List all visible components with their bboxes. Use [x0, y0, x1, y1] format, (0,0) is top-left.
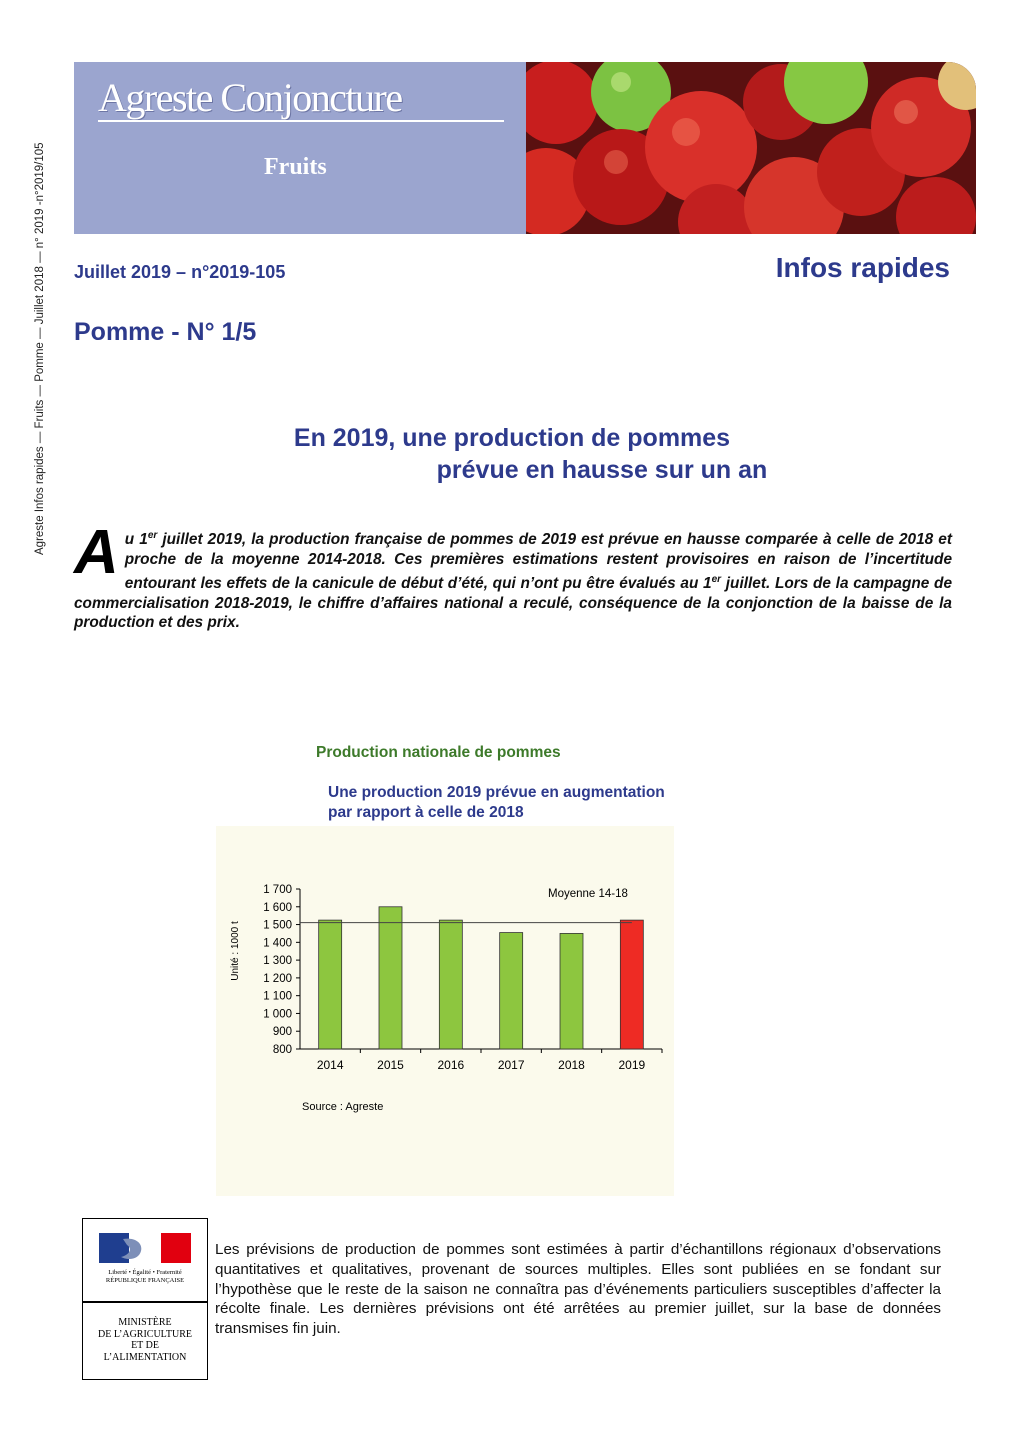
bar-2015	[379, 907, 402, 1049]
chart-title-line-1: Une production 2019 prévue en augmentation	[328, 784, 665, 801]
bar-2014	[319, 920, 342, 1049]
side-label: Agreste Infos rapides — Fruits — Pomme — Juillet 2018 — n° 2019 -n°2019/105	[34, 142, 46, 555]
agreste-logo: Agreste Conjoncture	[98, 75, 402, 120]
section-title: Pomme - N° 1/5	[74, 318, 257, 346]
x-tick-label: 2014	[316, 1058, 344, 1072]
drop-cap: A	[74, 518, 119, 587]
logo-divider	[83, 1301, 207, 1303]
chart-source: Source : Agreste	[302, 1101, 384, 1113]
lead-text-1: u 1	[124, 531, 148, 549]
lead-sup-2: er	[711, 573, 722, 585]
y-tick-label: 1 300	[263, 955, 292, 968]
x-tick-label: 2017	[497, 1058, 525, 1072]
ministry-name	[87, 1317, 203, 1363]
x-tick-label: 2016	[437, 1058, 465, 1072]
y-tick-label: 1 500	[263, 919, 292, 932]
lead-sup-1: er	[147, 530, 158, 541]
bar-2018	[560, 933, 583, 1049]
headline-line-2: prévue en hausse sur un an	[436, 456, 768, 484]
ministry-line-1: MINISTÈRE	[118, 1317, 172, 1328]
republique-label	[87, 1269, 203, 1285]
bar-2019	[620, 920, 643, 1049]
chart-panel	[216, 826, 674, 1196]
ministry-line-2: DE L’AGRICULTURE	[98, 1328, 192, 1340]
marianne-flag-icon	[99, 1233, 191, 1263]
x-tick-label: 2015	[377, 1058, 404, 1072]
chart-title	[328, 783, 665, 823]
y-tick-label: 1 700	[263, 884, 292, 896]
ministry-line-3: ET DE	[131, 1340, 159, 1351]
y-tick-label: 800	[272, 1044, 292, 1056]
y-axis-label: Unité : 1000 t	[230, 921, 241, 981]
y-tick-label: 1 400	[263, 937, 292, 950]
y-tick-label: 1 100	[263, 990, 292, 1003]
lead-text-3: juillet. Lors de la campagne de commercialisation 2018-2019, le chiffre d’affaires national a reculé, conséquence de la conjonction de la baisse de la production et des prix.	[74, 574, 952, 632]
bar-2016	[439, 920, 462, 1049]
banner-subtitle: Fruits	[264, 154, 327, 180]
ministry-line-4: L’ALIMENTATION	[103, 1351, 187, 1363]
rf-motto: Liberté • Égalité • Fraternité	[108, 1269, 182, 1276]
ministry-logo	[82, 1218, 208, 1380]
x-tick-label: 2019	[618, 1058, 646, 1072]
methodology-note: Les prévisions de production de pommes sont estimées à partir d’échantillons régionaux d’observations quantitatives et qualitatives, provenant de sources multiples. Elles sont publiées en se fondant sur l’hypothèse que le reste de la saison ne connaîtra pas d’événements particuliers susceptibles d’affecter la récolte finale. Les dernières prévisions ont été arrêtées au premier juillet, sur la base de données transmises fin juin.	[215, 1241, 941, 1338]
banner-title-panel	[74, 62, 526, 234]
series-label: Infos rapides	[775, 252, 950, 283]
x-tick-label: 2018	[558, 1058, 585, 1072]
bar-2017	[500, 933, 523, 1049]
y-tick-label: 900	[272, 1026, 292, 1039]
header-banner	[74, 62, 976, 234]
apples-photo-icon	[526, 62, 976, 234]
rf-name: RÉPUBLIQUE FRANÇAISE	[105, 1277, 185, 1284]
lead-paragraph	[74, 518, 952, 633]
chart-kicker: Production nationale de pommes	[316, 744, 561, 761]
headline-line-1: En 2019, une production de pommes	[293, 424, 731, 452]
y-tick-label: 1 600	[263, 901, 292, 914]
y-tick-label: 1 200	[263, 972, 292, 985]
chart-title-line-2: par rapport à celle de 2018	[328, 804, 524, 821]
y-tick-label: 1 000	[263, 1008, 292, 1021]
logo-rule	[98, 120, 504, 122]
issue-number: Juillet 2019 – n°2019-105	[74, 262, 286, 282]
average-label: Moyenne 14-18	[548, 888, 628, 900]
lead-text-2: juillet 2019, la production française de pommes de 2019 est prévue en hausse comparée à celle de 2018 et proche de la moyenne 2014-2018. Ces premières estimations restent provisoires en raison de l’incertitude entourant les effets de la canicule de début d’été, qui n’ont pu être évalués au 1	[124, 531, 952, 592]
production-bar-chart	[216, 826, 674, 1196]
